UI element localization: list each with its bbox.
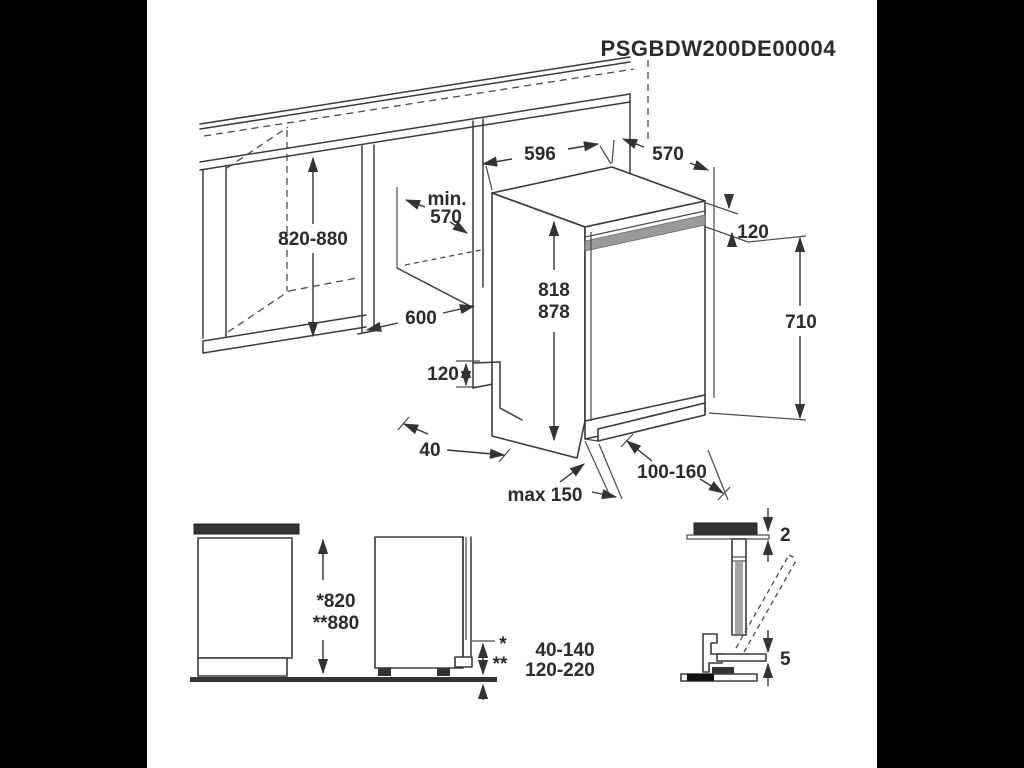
label-top-gap: 2	[780, 525, 791, 546]
label-dw-width: 596	[524, 144, 556, 165]
label-note2-marker: **	[492, 654, 508, 675]
cabinet-base	[198, 658, 287, 676]
rear-foot	[437, 668, 450, 676]
label-dw-depth: 570	[652, 144, 684, 165]
worktop-section	[194, 524, 299, 534]
label-height-standard: *820	[316, 591, 356, 612]
label-dw-height-1: 818	[538, 280, 570, 301]
label-base-recess-height: 120	[427, 364, 459, 385]
floor-line	[190, 677, 497, 682]
label-niche-width: 600	[405, 308, 437, 329]
label-base-recess-depth: 40	[419, 440, 441, 461]
dw-side-body	[375, 537, 463, 668]
hinge-arm	[717, 654, 766, 661]
label-niche-depth-value: 570	[430, 207, 462, 228]
label-door-height: 710	[785, 312, 817, 333]
front-foot	[378, 668, 391, 676]
label-dw-height-2: 878	[538, 302, 570, 323]
dishwasher-drawing	[473, 167, 705, 458]
right-pillarbox	[877, 0, 1024, 768]
door-panel-gray	[735, 562, 743, 634]
left-pillarbox	[0, 0, 147, 768]
dishwasher-side-face	[492, 193, 585, 458]
label-bottom-gap: 5	[780, 649, 791, 670]
drawing-code: PSGBDW200DE00004	[600, 36, 836, 61]
door-foot	[455, 657, 472, 667]
label-control-panel-height: 120	[737, 222, 769, 243]
label-plinth-height-range: 100-160	[637, 462, 707, 483]
cabinet-body	[198, 538, 292, 658]
label-height-raised: **880	[312, 613, 360, 634]
worktop-detail	[694, 523, 757, 534]
label-counter-height: 820-880	[278, 229, 348, 250]
label-note2-value: 120-220	[525, 660, 595, 681]
label-niche-depth-min: min.	[427, 189, 467, 210]
detail-floor-dark	[687, 674, 714, 681]
label-note1-value: 40-140	[535, 640, 595, 661]
label-toe-kick-max: max 150	[507, 485, 583, 506]
label-note1-marker: *	[499, 634, 507, 655]
